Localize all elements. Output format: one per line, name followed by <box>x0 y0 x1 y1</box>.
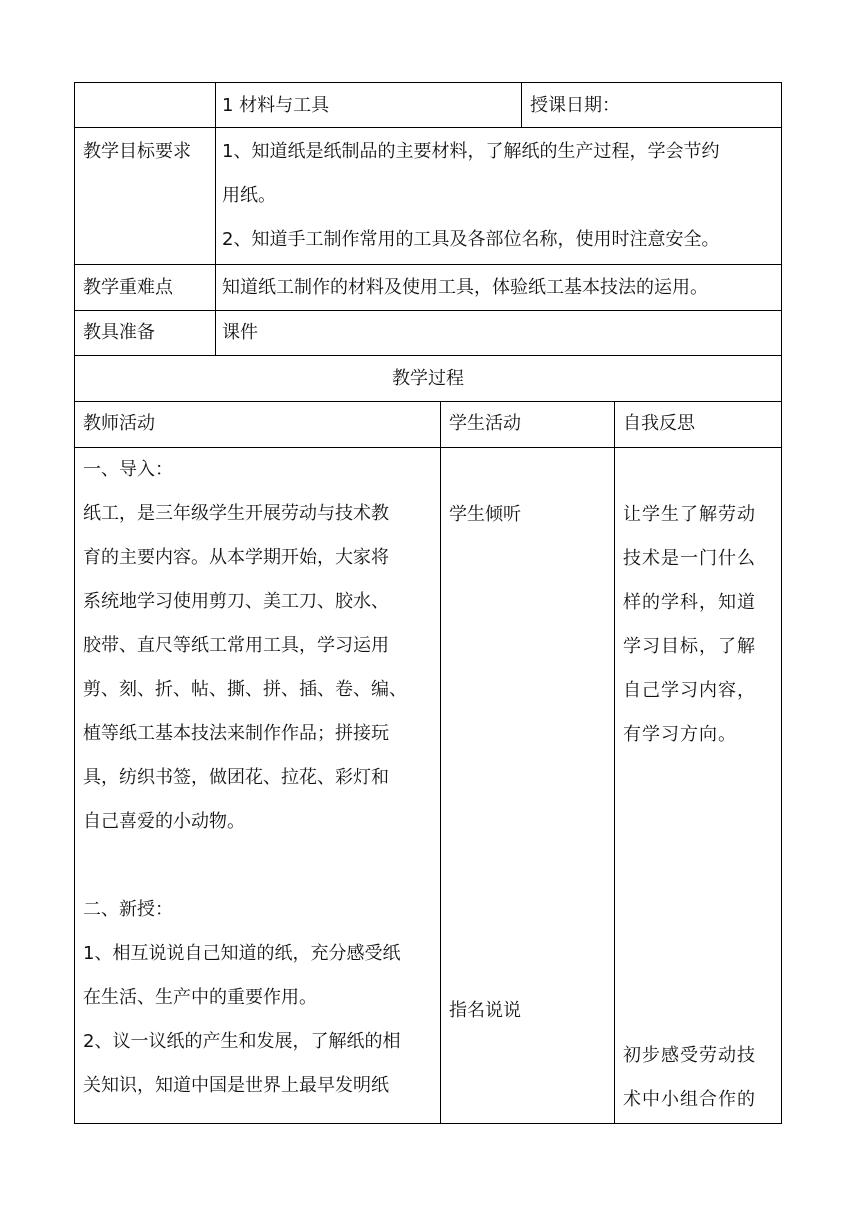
teacher-line: 2、议一议纸的产生和发展，了解纸的相 <box>83 1031 401 1052</box>
reflection-line: 自己学习内容， <box>623 680 756 701</box>
label-column-divider <box>215 82 216 355</box>
reflection-line: 技术是一门什么 <box>623 548 756 569</box>
process-title-cell <box>74 355 782 401</box>
row-divider-3 <box>74 310 782 311</box>
reflection-line: 术中小组合作的 <box>623 1089 756 1110</box>
teacher-line: 在生活、生产中的重要作用。 <box>83 987 317 1008</box>
teacher-line: 关知识，知道中国是世界上最早发明纸 <box>83 1075 389 1096</box>
table-border-top <box>74 82 782 83</box>
teacher-line: 1、相互说说自己知道的纸，充分感受纸 <box>83 943 401 964</box>
key-points-text: 知道纸工制作的材料及使用工具，体验纸工基本技法的运用。 <box>222 277 708 298</box>
reflection-line: 让学生了解劳动 <box>623 504 756 525</box>
lesson-title: 1 材料与工具 <box>222 95 330 116</box>
objectives-text <box>222 130 719 262</box>
objective-line: 2、知道手工制作常用的工具及各部位名称，使用时注意安全。 <box>222 229 720 250</box>
column-header-teacher: 教师活动 <box>83 413 155 434</box>
teacher-line: 自己喜爱的小动物。 <box>83 811 245 832</box>
teacher-line: 纸工，是三年级学生开展劳动与技术教 <box>83 503 389 524</box>
student-reflection-divider <box>614 401 615 1124</box>
objective-line: 用纸。 <box>222 185 276 206</box>
objective-line: 1、知道纸是纸制品的主要材料，了解纸的生产过程，学会节约 <box>222 141 720 162</box>
teacher-line: 胶带、直尺等纸工常用工具，学习运用 <box>83 635 389 656</box>
teacher-line: 二、新授： <box>83 899 173 920</box>
row-divider-2 <box>74 264 782 265</box>
column-header-student: 学生活动 <box>449 413 521 434</box>
objectives-label: 教学目标要求 <box>83 141 191 162</box>
materials-text: 课件 <box>222 322 258 343</box>
date-column-divider <box>521 82 522 128</box>
teacher-line: 系统地学习使用剪刀、美工刀、胶水、 <box>83 591 389 612</box>
key-points-label: 教学重难点 <box>83 277 173 298</box>
reflection-line: 有学习方向。 <box>623 724 737 745</box>
teacher-line: 育的主要内容。从本学期开始，大家将 <box>83 547 389 568</box>
teacher-line: 具，纺织书签，做团花、拉花、彩灯和 <box>83 767 389 788</box>
student-activity-1: 学生倾听 <box>449 504 521 525</box>
row-divider-1 <box>74 127 782 128</box>
reflection-text-1 <box>623 493 756 757</box>
date-label: 授课日期： <box>530 95 620 116</box>
table-border-right <box>781 82 782 1124</box>
reflection-line: 样的学科，知道 <box>623 592 756 613</box>
teacher-student-divider <box>440 401 441 1124</box>
table-border-bottom <box>74 1123 782 1124</box>
table-border-left <box>74 82 75 1124</box>
teacher-line: 植等纸工基本技法来制作作品；拼接玩 <box>83 723 389 744</box>
materials-label: 教具准备 <box>83 322 155 343</box>
process-title: 教学过程 <box>392 368 464 389</box>
reflection-line: 学习目标，了解 <box>623 636 756 657</box>
row-divider-5 <box>74 401 782 402</box>
teacher-line-blank <box>83 844 407 888</box>
teacher-line: 剪、刻、折、帖、撕、拼、插、卷、编、 <box>83 679 407 700</box>
reflection-line: 初步感受劳动技 <box>623 1045 756 1066</box>
reflection-text-2 <box>623 1034 756 1122</box>
student-activity-2: 指名说说 <box>449 1000 521 1021</box>
teacher-line: 一、导入： <box>83 459 173 480</box>
teacher-activity-text <box>83 448 407 1108</box>
column-header-reflection: 自我反思 <box>623 413 695 434</box>
